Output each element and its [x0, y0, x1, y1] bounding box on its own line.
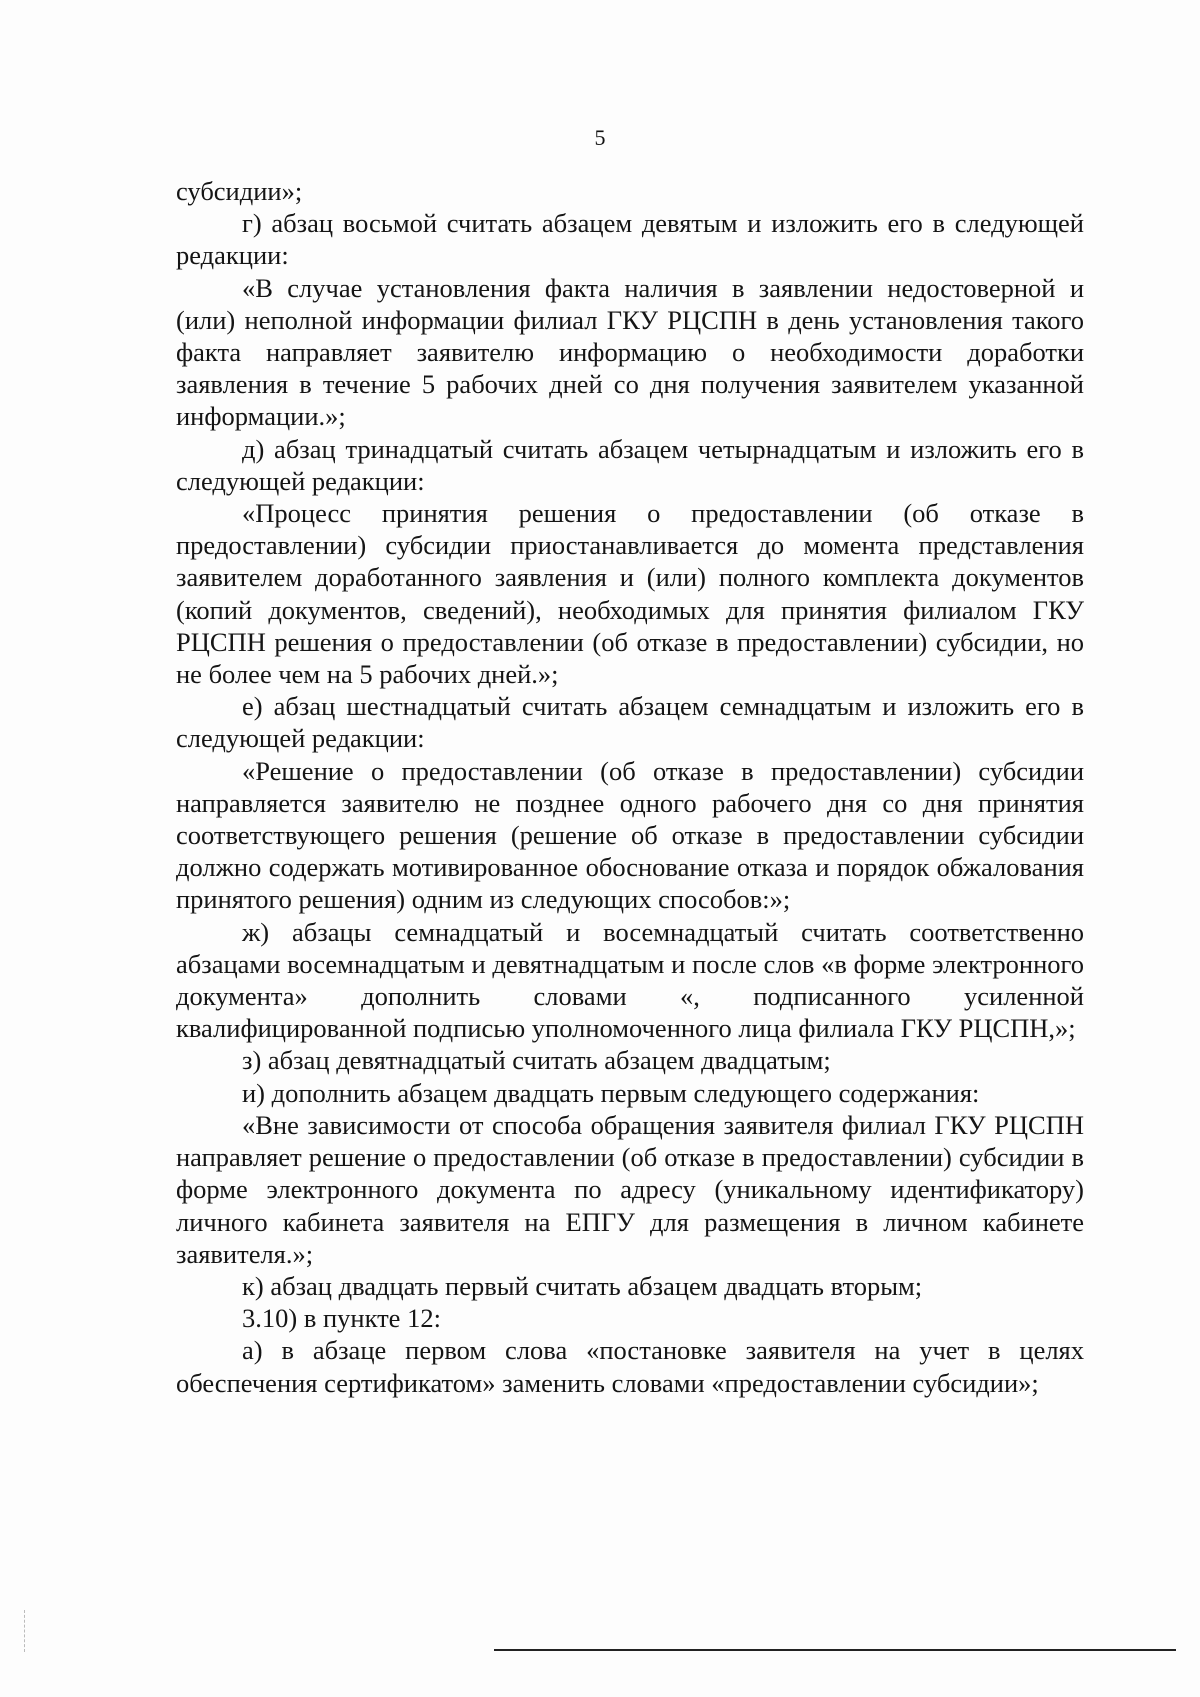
paragraph-item-d: д) абзац тринадцатый считать абзацем четырнадцатым и изложить его в следующей редакции:: [176, 433, 1084, 496]
paragraph-quote-decision-sent: «Решение о предоставлении (об отказе в предоставлении) субсидии направляется заявителю не позднее одного рабочего дня со дня принятия соответствующего решения (решение об отказе в предоставлении субсидии должно содержать мотивированное обоснование отказа и порядок обжалования принятого решения) одним из следующих способов:»;: [176, 755, 1084, 915]
paragraph-item-zh: ж) абзацы семнадцатый и восемнадцатый считать соответственно абзацами восемнадцатым и девятнадцатым и после слов «в форме электронного документа» дополнить словами «, подписанного усиленной квалифицированной подписью уполномоченного лица филиала ГКУ РЦСПН,»;: [176, 916, 1084, 1044]
document-body: [176, 175, 1084, 1399]
paragraph-section-3-10: 3.10) в пункте 12:: [242, 1303, 441, 1334]
paragraph-quote-process-suspension: «Процесс принятия решения о предоставлении (об отказе в предоставлении) субсидии приостанавливается до момента представления заявителем доработанного заявления и (или) полного комплекта документов (копий документов, сведений), необходимых для принятия филиалом ГКУ РЦСПН решения о предоставлении (об отказе в предоставлении) субсидии, но не более чем на 5 рабочих дней.»;: [176, 498, 1084, 690]
scan-edge-mark: [24, 1610, 26, 1652]
paragraph-item-k: к) абзац двадцать первый считать абзацем двадцать вторым;: [242, 1270, 923, 1301]
paragraph-quote-epgu: «Вне зависимости от способа обращения заявителя филиал ГКУ РЦСПН направляет решение о предоставлении (об отказе в предоставлении) субсидии в форме электронного документа по адресу (уникальному идентификатору) личного кабинета заявителя на ЕПГУ для размещения в личном кабинете заявителя.»;: [176, 1109, 1084, 1269]
page-number: 5: [594, 125, 606, 150]
paragraph-continuation: субсидии»;: [176, 176, 303, 206]
paragraph-item-i: и) дополнить абзацем двадцать первым следующего содержания:: [242, 1077, 980, 1108]
paragraph-item-z: з) абзац девятнадцатый считать абзацем двадцатым;: [242, 1045, 831, 1076]
paragraph-quote-incomplete-info: «В случае установления факта наличия в заявлении недостоверной и (или) неполной информации филиал ГКУ РЦСПН в день установления такого факта направляет заявителю информацию о необходимости доработки заявления в течение 5 рабочих дней со дня получения заявителем указанной информации.»;: [176, 272, 1084, 432]
paragraph-item-e: е) абзац шестнадцатый считать абзацем семнадцатым и изложить его в следующей редакции:: [176, 691, 1084, 754]
footer-rule: [494, 1649, 1176, 1651]
paragraph-item-g: г) абзац восьмой считать абзацем девятым и изложить его в следующей редакции:: [176, 208, 1084, 271]
paragraph-item-a: а) в абзаце первом слова «постановке заявителя на учет в целях обеспечения сертификатом» заменить словами «предоставлении субсидии»;: [176, 1335, 1084, 1398]
